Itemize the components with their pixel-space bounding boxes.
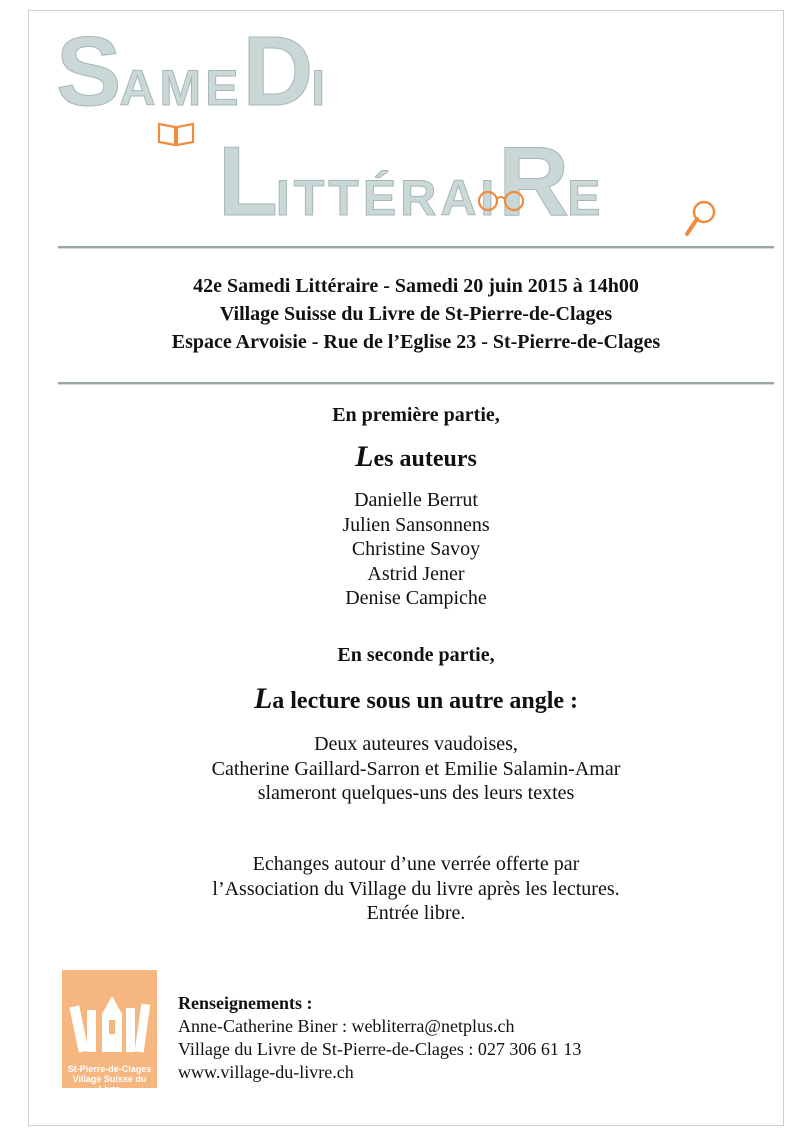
part1-title-text: es auteurs <box>373 446 477 472</box>
title-line-samedi <box>56 16 330 126</box>
title-graphic <box>50 14 770 244</box>
divider-bottom <box>58 382 774 385</box>
glasses-icon <box>475 186 527 219</box>
text-line: l’Association du Village du livre après les lectures. <box>212 877 620 900</box>
part2-title <box>58 684 774 716</box>
title-letter: I <box>311 60 330 116</box>
list-item: Astrid Jener <box>367 562 465 585</box>
magnifier-icon <box>684 198 718 243</box>
part1-title-initial: L <box>355 440 374 473</box>
event-venue: Village Suisse du Livre de St-Pierre-de-Clages <box>219 303 613 325</box>
contact-website: www.village-du-livre.ch <box>178 1062 354 1082</box>
book-icon <box>156 118 196 153</box>
list-item: Danielle Berrut <box>354 489 478 511</box>
list-item: Christine Savoy <box>351 538 481 560</box>
contact-email-line: Anne-Catherine Biner : webliterra@netplus.ch <box>178 1016 515 1036</box>
title-letter: R <box>498 126 568 236</box>
text-line: Echanges autour d’une verrée offerte par <box>252 853 580 875</box>
village-logo-icon <box>62 970 157 1062</box>
event-title: 42e Samedi Littéraire - Samedi 20 juin 2015 à 14h00 <box>193 275 639 297</box>
list-item: Julien Sansonnens <box>342 513 490 536</box>
part1-title <box>58 442 774 474</box>
title-letters: ITT <box>275 170 363 226</box>
divider-top <box>58 246 774 249</box>
part2-title-initial: L <box>253 682 273 715</box>
title-letter: L <box>218 126 276 236</box>
logo-text-line1: St-Pierre-de-Clages <box>67 1064 152 1074</box>
part1-section <box>58 402 774 611</box>
text-line: Catherine Gaillard-Sarron et Emilie Salamin-Amar <box>211 757 621 780</box>
title-line-litteraire <box>218 126 605 236</box>
part2-title-text: a lecture sous un autre angle : <box>272 688 579 714</box>
contact-phone-line: Village du Livre de St-Pierre-de-Clages : 027 306 61 13 <box>178 1039 582 1059</box>
title-letter: S <box>56 16 120 126</box>
author-list <box>58 488 774 611</box>
closing-text <box>58 852 774 926</box>
part2-section <box>58 642 774 806</box>
title-letter: É <box>362 170 401 226</box>
village-logo <box>62 970 157 1094</box>
list-item: Denise Campiche <box>345 587 487 609</box>
title-letters: RAI <box>400 170 499 226</box>
text-line: Entrée libre. <box>366 902 466 924</box>
logo-text-line2: Village Suisse du Livre <box>72 1074 147 1094</box>
contact-block <box>178 992 581 1084</box>
contact-heading: Renseignements : <box>178 993 313 1013</box>
part2-description <box>58 732 774 806</box>
title-letter: E <box>567 170 605 226</box>
title-letter: D <box>242 16 312 126</box>
part1-heading: En première partie, <box>332 404 500 426</box>
part2-heading: En seconde partie, <box>337 644 495 666</box>
text-line: Deux auteures vaudoises, <box>314 733 518 755</box>
text-line: slameront quelques-uns des leurs textes <box>257 782 575 804</box>
event-info <box>58 272 774 356</box>
title-letters: AME <box>119 60 243 116</box>
event-address: Espace Arvoisie - Rue de l’Eglise 23 - St-Pierre-de-Clages <box>171 331 661 353</box>
closing-section <box>58 852 774 926</box>
